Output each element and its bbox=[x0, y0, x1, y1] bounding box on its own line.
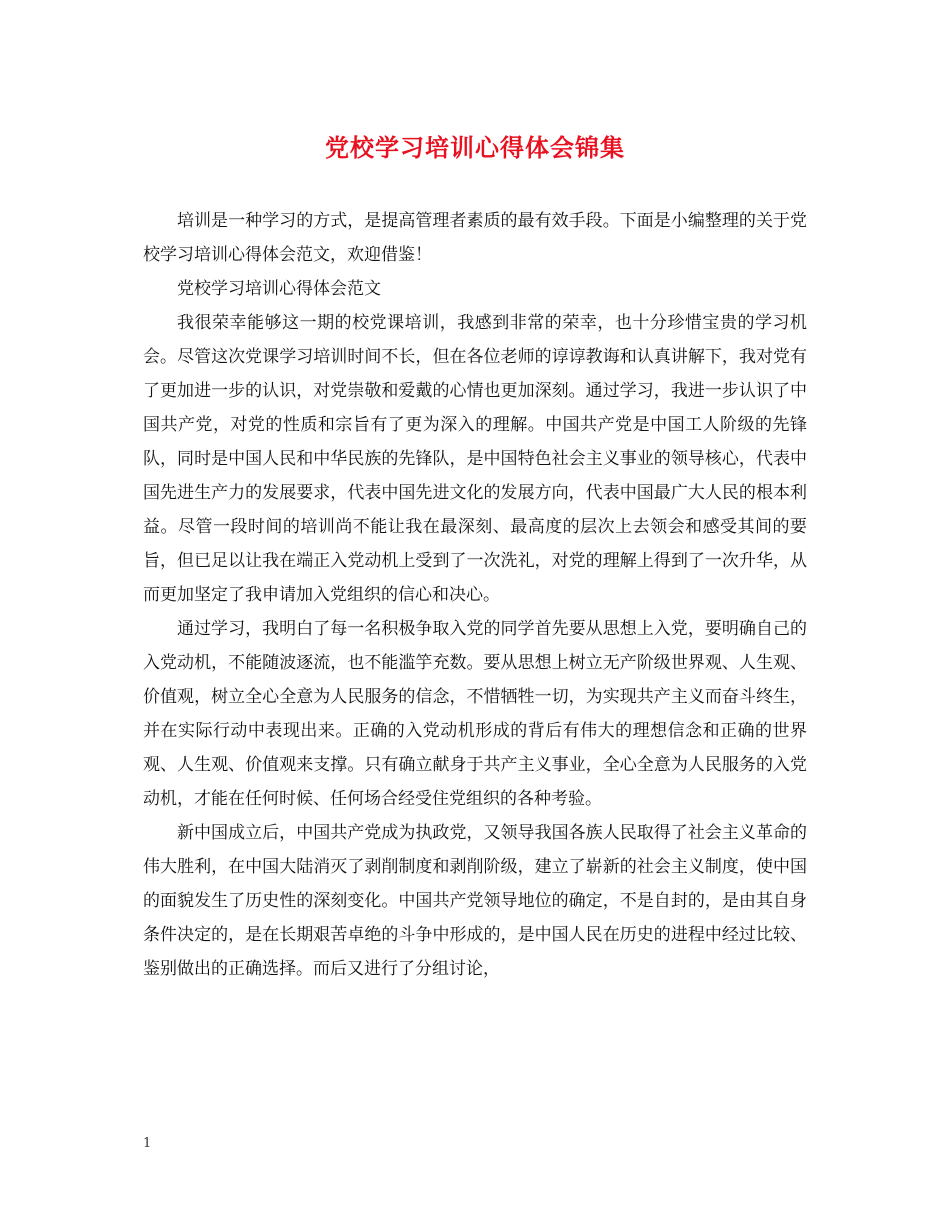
paragraph-subheading: 党校学习培训心得体会范文 bbox=[177, 279, 381, 299]
paragraph-1: 我很荣幸能够这一期的校党课培训，我感到非常的荣幸，也十分珍惜宝贵的学习机会。尽管这次党课学习培训时间不长，但在各位老师的谆谆教诲和认真讲解下，我对党有了更加进一步的认识，对党崇敬和爱戴的心情也更加深刻。通过学习，我进一步认识了中国共产党，对党的性质和宗旨有了更为深入的理解。中国共产党是中国工人阶级的先锋队，同时是中国人民和中华民族的先锋队，是中国特色社会主义事业的领导核心，代表中国先进生产力的发展要求，代表中国先进文化的发展方向，代表中国最广大人民的根本利益。尽管一段时间的培训尚不能让我在最深刻、最高度的层次上去领会和感受其间的要旨，但已足以让我在端正入党动机上受到了一次洗礼，对党的理解上得到了一次升华，从而更加坚定了我申请加入党组织的信心和决心。 bbox=[143, 313, 807, 605]
document-body bbox=[143, 204, 807, 986]
page-number: 1 bbox=[143, 1136, 152, 1151]
paragraph-3: 新中国成立后，中国共产党成为执政党，又领导我国各族人民取得了社会主义革命的伟大胜利，在中国大陆消灭了剥削制度和剥削阶级，建立了崭新的社会主义制度，使中国的面貌发生了历史性的深刻变化。中国共产党领导地位的确定，不是自封的，是由其自身条件决定的，是在长期艰苦卓绝的斗争中形成的，是中国人民在历史的进程中经过比较、鉴别做出的正确选择。而后又进行了分组讨论， bbox=[143, 823, 807, 979]
paragraph-intro: 培训是一种学习的方式，是提高管理者素质的最有效手段。下面是小编整理的关于党校学习培训心得体会范文，欢迎借鉴！ bbox=[143, 211, 807, 265]
paragraph-2: 通过学习，我明白了每一名积极争取入党的同学首先要从思想上入党，要明确自己的入党动机，不能随波逐流，也不能滥竽充数。要从思想上树立无产阶级世界观、人生观、价值观，树立全心全意为人民服务的信念，不惜牺牲一切，为实现共产主义而奋斗终生，并在实际行动中表现出来。正确的入党动机形成的背后有伟大的理想信念和正确的世界观、人生观、价值观来支撑。只有确立献身于共产主义事业，全心全意为人民服务的入党动机，才能在任何时候、任何场合经受住党组织的各种考验。 bbox=[143, 619, 807, 809]
document-title: 党校学习培训心得体会锦集 bbox=[325, 133, 625, 162]
